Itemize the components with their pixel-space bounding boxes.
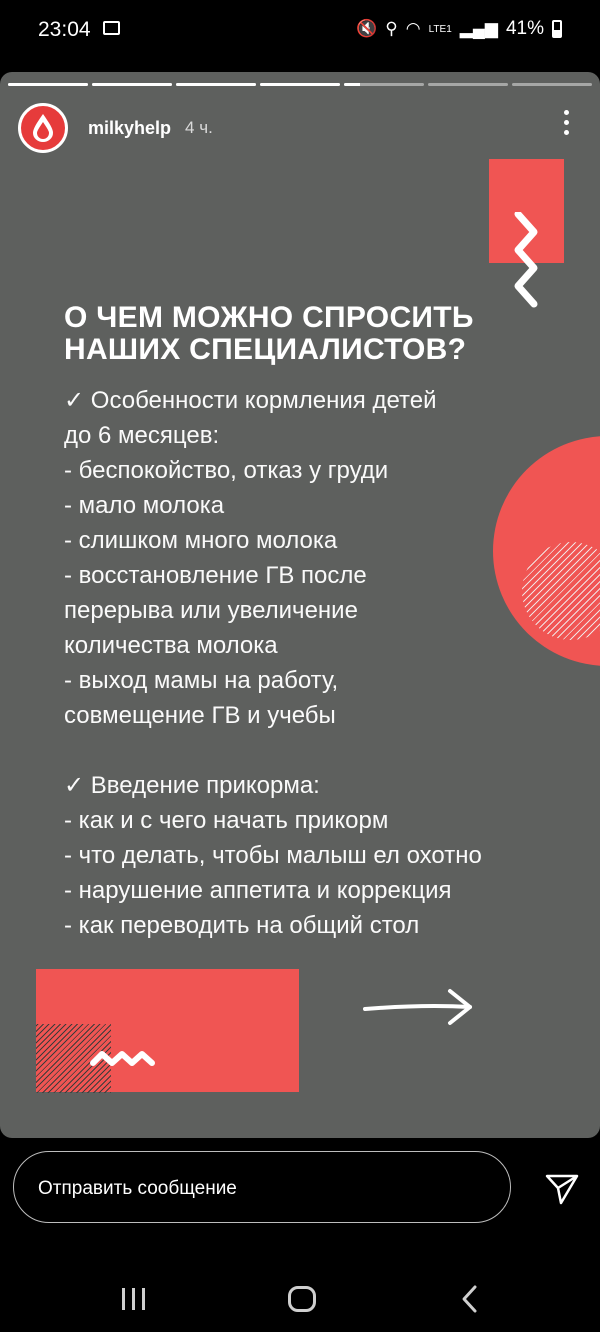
progress-segment (260, 83, 340, 86)
progress-segment (344, 83, 424, 86)
gallery-icon (103, 21, 120, 35)
story-text-line: - что делать, чтобы малыш ел охотно (64, 842, 482, 869)
network-label: LTE1 (428, 23, 452, 35)
status-bar (0, 0, 600, 62)
progress-fill (344, 83, 360, 86)
story-text-line: до 6 месяцев: (64, 422, 220, 449)
mute-icon: 🔇 (356, 19, 378, 38)
status-icons (356, 18, 562, 40)
battery-label: 41% (505, 18, 544, 39)
username[interactable]: milkyhelp (88, 117, 172, 138)
story-text-line: ✓ Особенности кормления детей (64, 387, 437, 414)
progress-fill (176, 83, 256, 86)
wifi-icon: ◠ (405, 19, 421, 38)
more-options-icon[interactable] (564, 110, 570, 140)
location-icon: ⚲ (385, 19, 398, 38)
story-time: 4 ч. (185, 118, 213, 137)
arrow-right-icon (362, 987, 476, 1027)
avatar[interactable] (18, 103, 68, 153)
message-placeholder: Отправить сообщение (38, 1178, 237, 1199)
progress-segment (176, 83, 256, 86)
story-text-line: - слишком много молока (64, 527, 338, 554)
progress-segment (92, 83, 172, 86)
story-text-line: ✓ Введение прикорма: (64, 772, 320, 799)
story-title (64, 302, 474, 366)
message-input[interactable] (13, 1151, 511, 1223)
home-icon[interactable] (288, 1286, 316, 1312)
title-line: НАШИХ СПЕЦИАЛИСТОВ? (64, 333, 467, 366)
story-text-line: совмещение ГВ и учебы (64, 702, 336, 729)
story-progress (8, 83, 592, 86)
signal-icon: ▂▄▆ (459, 19, 498, 38)
progress-fill (92, 83, 172, 86)
story-text-line: количества молока (64, 632, 278, 659)
story-body (64, 383, 482, 943)
story-card[interactable] (0, 72, 600, 1138)
story-text-line: - беспокойство, отказ у груди (64, 457, 389, 484)
story-text-line (64, 733, 482, 768)
progress-segment (428, 83, 508, 86)
story-text-line: - мало молока (64, 492, 225, 519)
story-text-line: - как и с чего начать прикорм (64, 807, 389, 834)
recent-apps-icon[interactable] (122, 1288, 145, 1310)
progress-segment (512, 83, 592, 86)
progress-segment (8, 83, 88, 86)
title-line: О ЧЕМ МОЖНО СПРОСИТЬ (64, 301, 474, 334)
battery-icon (552, 20, 562, 38)
story-text-line: - как переводить на общий стол (64, 912, 420, 939)
story-header (18, 103, 213, 153)
story-text-line: - выход мамы на работу, (64, 667, 339, 694)
milk-drop-icon (32, 113, 54, 143)
zigzag-decor (508, 212, 542, 312)
send-icon[interactable] (544, 1170, 580, 1206)
back-icon[interactable] (460, 1284, 480, 1314)
story-text-line: - нарушение аппетита и коррекция (64, 877, 452, 904)
progress-fill (260, 83, 340, 86)
wave-decor (90, 1049, 156, 1067)
story-text-line: перерыва или увеличение (64, 597, 358, 624)
story-text-line: - восстановление ГВ после (64, 562, 367, 589)
status-time: 23:04 (38, 18, 91, 41)
system-nav-bar (0, 1262, 600, 1332)
progress-fill (8, 83, 88, 86)
